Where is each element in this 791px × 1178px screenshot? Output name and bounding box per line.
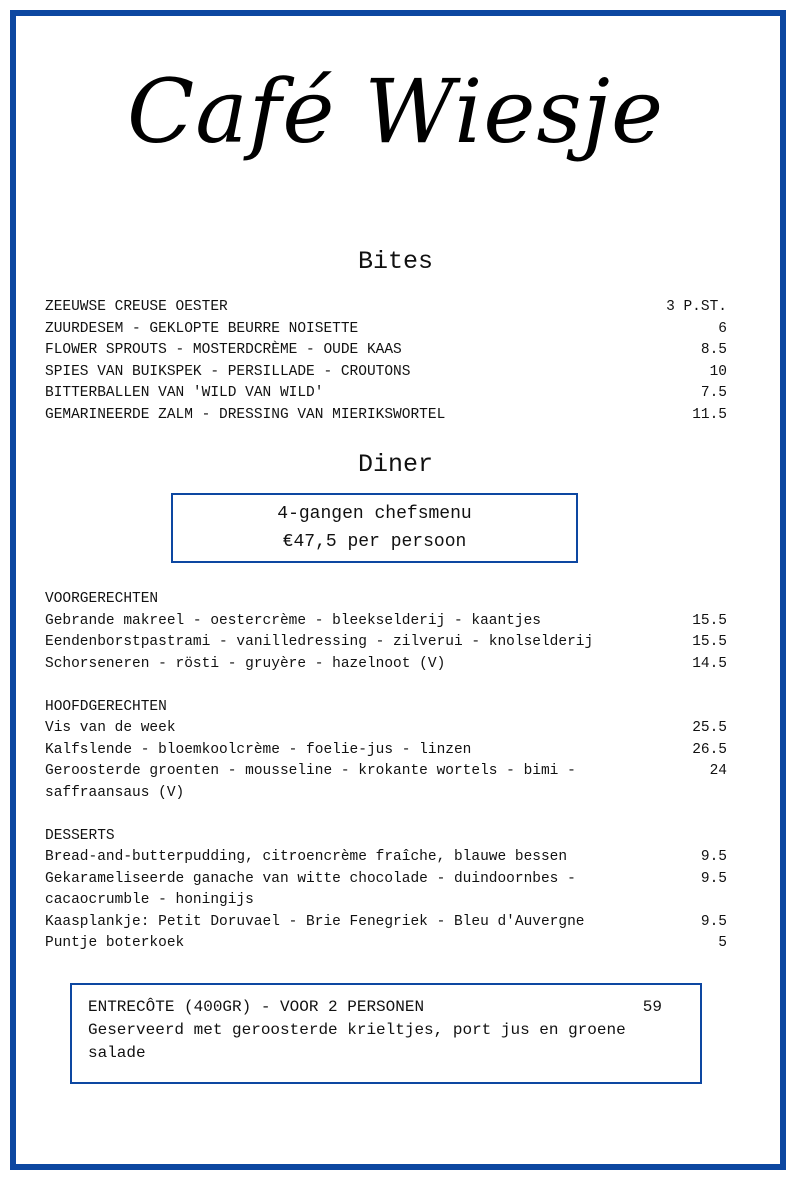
diner-list <box>45 589 727 976</box>
menu-item <box>45 297 727 319</box>
menu-item-price: 9.5 <box>700 913 727 930</box>
menu-item-price: 8.5 <box>700 342 727 358</box>
menu-item <box>45 340 727 362</box>
menu-item <box>45 912 727 934</box>
menu-item-price: 15.5 <box>692 612 727 629</box>
cafe-logo: Café Wiesje <box>126 60 665 163</box>
menu-item-name: Vis van de week <box>45 720 176 736</box>
menu-item <box>45 405 727 427</box>
menu-item <box>45 383 727 405</box>
menu-item <box>45 740 727 762</box>
menu-item-price: 15.5 <box>692 634 727 650</box>
menu-item-name: ZUURDESEM - GEKLOPTE BEURRE NOISETTE <box>45 320 359 337</box>
menu-item-name: Gekarameliseerde ganache van witte chocolade - duindoornbes - cacaocrumble - honingijs <box>45 870 576 908</box>
chefsmenu-box <box>171 493 578 563</box>
menu-item-name: Gebrande makreel - oestercrème - bleekselderij - kaantjes <box>45 612 541 629</box>
bites-list <box>45 297 727 426</box>
menu-item-price: 14.5 <box>692 655 727 672</box>
entrecote-name: ENTRECÔTE (400GR) - VOOR 2 PERSONEN <box>88 998 425 1016</box>
entrecote-description: Geserveerd met geroosterde krieltjes, port jus en groene salade <box>88 1021 626 1062</box>
chefsmenu-line2: €47,5 per persoon <box>282 532 467 552</box>
menu-item <box>45 847 727 869</box>
course-heading: DESSERTS <box>45 827 115 844</box>
menu-item-price: 5 <box>718 935 727 951</box>
menu-item <box>45 611 727 633</box>
menu-item-name: Bread-and-butterpudding, citroencrème fraîche, blauwe bessen <box>45 849 568 865</box>
menu-item-price: 7.5 <box>700 385 727 401</box>
entrecote-box <box>70 983 702 1084</box>
menu-item <box>45 319 727 341</box>
menu-item <box>45 632 727 654</box>
menu-item-price: 9.5 <box>700 849 727 865</box>
course-heading: HOOFDGERECHTEN <box>45 698 167 715</box>
menu-item <box>45 362 727 384</box>
menu-item-price: 6 <box>718 320 727 337</box>
menu-item-name: Geroosterde groenten - mousseline - krokante wortels - bimi - saffraansaus (V) <box>45 763 576 801</box>
menu-item-name: FLOWER SPROUTS - MOSTERDCRÈME - OUDE KAAS <box>45 342 402 358</box>
menu-item <box>45 761 727 804</box>
menu-item <box>45 654 727 676</box>
course-heading: VOORGERECHTEN <box>45 591 159 607</box>
menu-course-group <box>45 697 727 805</box>
menu-item-price: 3 P.ST. <box>666 299 727 315</box>
menu-item <box>45 718 727 740</box>
chefsmenu-line1: 4-gangen chefsmenu <box>277 504 472 524</box>
menu-item <box>45 933 727 955</box>
menu-item-name: Eendenborstpastrami - vanilledressing - zilverui - knolselderij <box>45 634 594 650</box>
menu-item-name: Puntje boterkoek <box>45 935 185 951</box>
bites-title: Bites <box>357 247 433 276</box>
menu-item-name: BITTERBALLEN VAN 'WILD VAN WILD' <box>45 385 324 401</box>
menu-item-name: Kaasplankje: Petit Doruvael - Brie Fenegriek - Bleu d'Auvergne <box>45 913 585 930</box>
menu-item-price: 9.5 <box>700 870 727 887</box>
menu-item-price: 25.5 <box>692 720 727 736</box>
menu-item-price: 11.5 <box>692 406 727 423</box>
menu-course-group <box>45 589 727 675</box>
menu-item-name: Schorseneren - rösti - gruyère - hazelnoot (V) <box>45 655 446 672</box>
menu-item-price: 26.5 <box>692 741 727 758</box>
menu-item-name: ZEEUWSE CREUSE OESTER <box>45 299 228 315</box>
menu-item-name: SPIES VAN BUIKSPEK - PERSILLADE - CROUTONS <box>45 363 411 380</box>
entrecote-price: 59 <box>642 998 662 1016</box>
menu-item-price: 10 <box>709 363 727 380</box>
menu-item-price: 24 <box>709 763 727 779</box>
menu-item-name: GEMARINEERDE ZALM - DRESSING VAN MIERIKSWORTEL <box>45 406 446 423</box>
menu-item-name: Kalfslende - bloemkoolcrème - foelie-jus - linzen <box>45 741 472 758</box>
menu-item <box>45 869 727 912</box>
menu-course-group <box>45 826 727 955</box>
diner-title: Diner <box>357 450 433 479</box>
